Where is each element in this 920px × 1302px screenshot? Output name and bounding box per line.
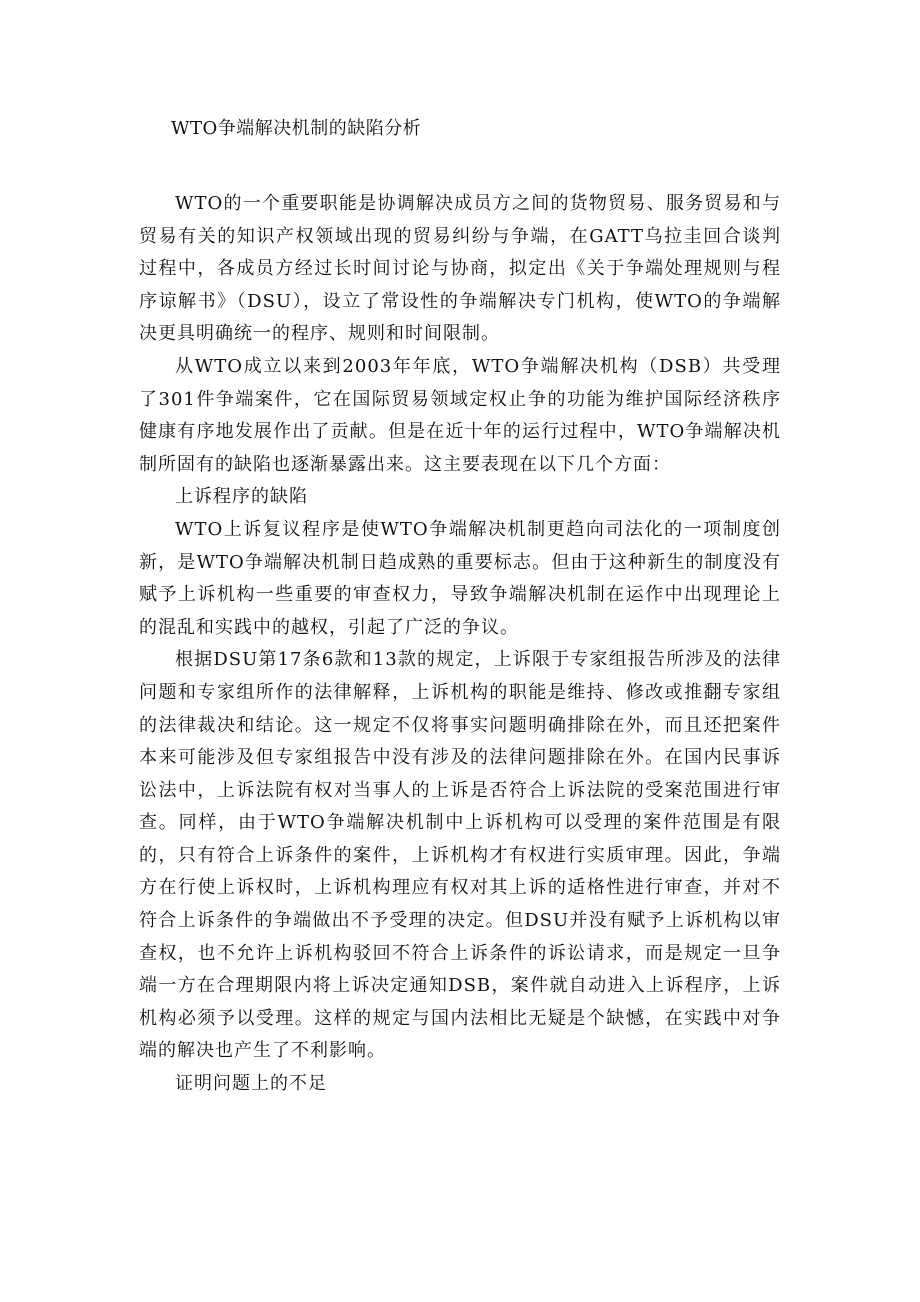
paragraph-appeal-review: 根据DSU第17条6款和13款的规定，上诉限于专家组报告所涉及的法律问题和专家组所作的法律解释，上诉机构的职能是维持、修改或推翻专家组的法律裁决和结论。这一规定不仅将事实问题明确排除在外，而且还把案件本来可能涉及但专家组报告中没有涉及的法律问题排除在外。在国内民事诉讼法中，上诉法院有权对当事人的上诉是否符合上诉法院的受案范围进行审查。同样，由于WTO争端解决机制中上诉机构可以受理的案件范围是有限的，只有符合上诉条件的案件，上诉机构才有权进行实质审理。因此，争端方在行使上诉权时，上诉机构理应有权对其上诉的适格性进行审查，并对不符合上诉条件的争端做出不予受理的决定。但DSU并没有赋予上诉机构以审查权，也不允许上诉机构驳回不符合上诉条件的诉讼请求，而是规定一旦争端一方在合理期限内将上诉决定通知DSB，案件就自动进入上诉程序，上诉机构必须予以受理。这样的规定与国内法相比无疑是个缺憾，在实践中对争端的解决也产生了不利影响。 (139, 649, 781, 1062)
paragraph-intro: WTO的一个重要职能是协调解决成员方之间的货物贸易、服务贸易和与贸易有关的知识产权领域出现的贸易纠纷与争端，在GATT乌拉圭回合谈判过程中，各成员方经过长时间讨论与协商，拟定出《关于争端处理规则与程序谅解书》（DSU），设立了常设性的争端解决专门机构，使WTO的争端解决更具明确统一的程序、规则和时间限制。 (139, 193, 781, 345)
paragraph-appeal-innovation: WTO上诉复议程序是使WTO争端解决机制更趋向司法化的一项制度创新，是WTO争端解决机制日趋成熟的重要标志。但由于这种新生的制度没有赋予上诉机构一些重要的审查权力，导致争端解决机制在运作中出现理论上的混乱和实践中的越权，引起了广泛的争议。 (139, 518, 781, 638)
section-heading-evidence: 证明问题上的不足 (175, 1073, 327, 1095)
paragraph-dsb-history: 从WTO成立以来到2003年年底，WTO争端解决机构（DSB）共受理了301件争端案件，它在国际贸易领域定权止争的功能为维护国际经济秩序健康有序地发展作出了贡献。但是在近十年的运行过程中，WTO争端解决机制所固有的缺陷也逐渐暴露出来。这主要表现在以下几个方面： (139, 355, 781, 475)
document-body (139, 188, 781, 1101)
section-heading-appeal: 上诉程序的缺陷 (175, 486, 308, 508)
document-title: WTO争端解决机制的缺陷分析 (171, 118, 422, 139)
